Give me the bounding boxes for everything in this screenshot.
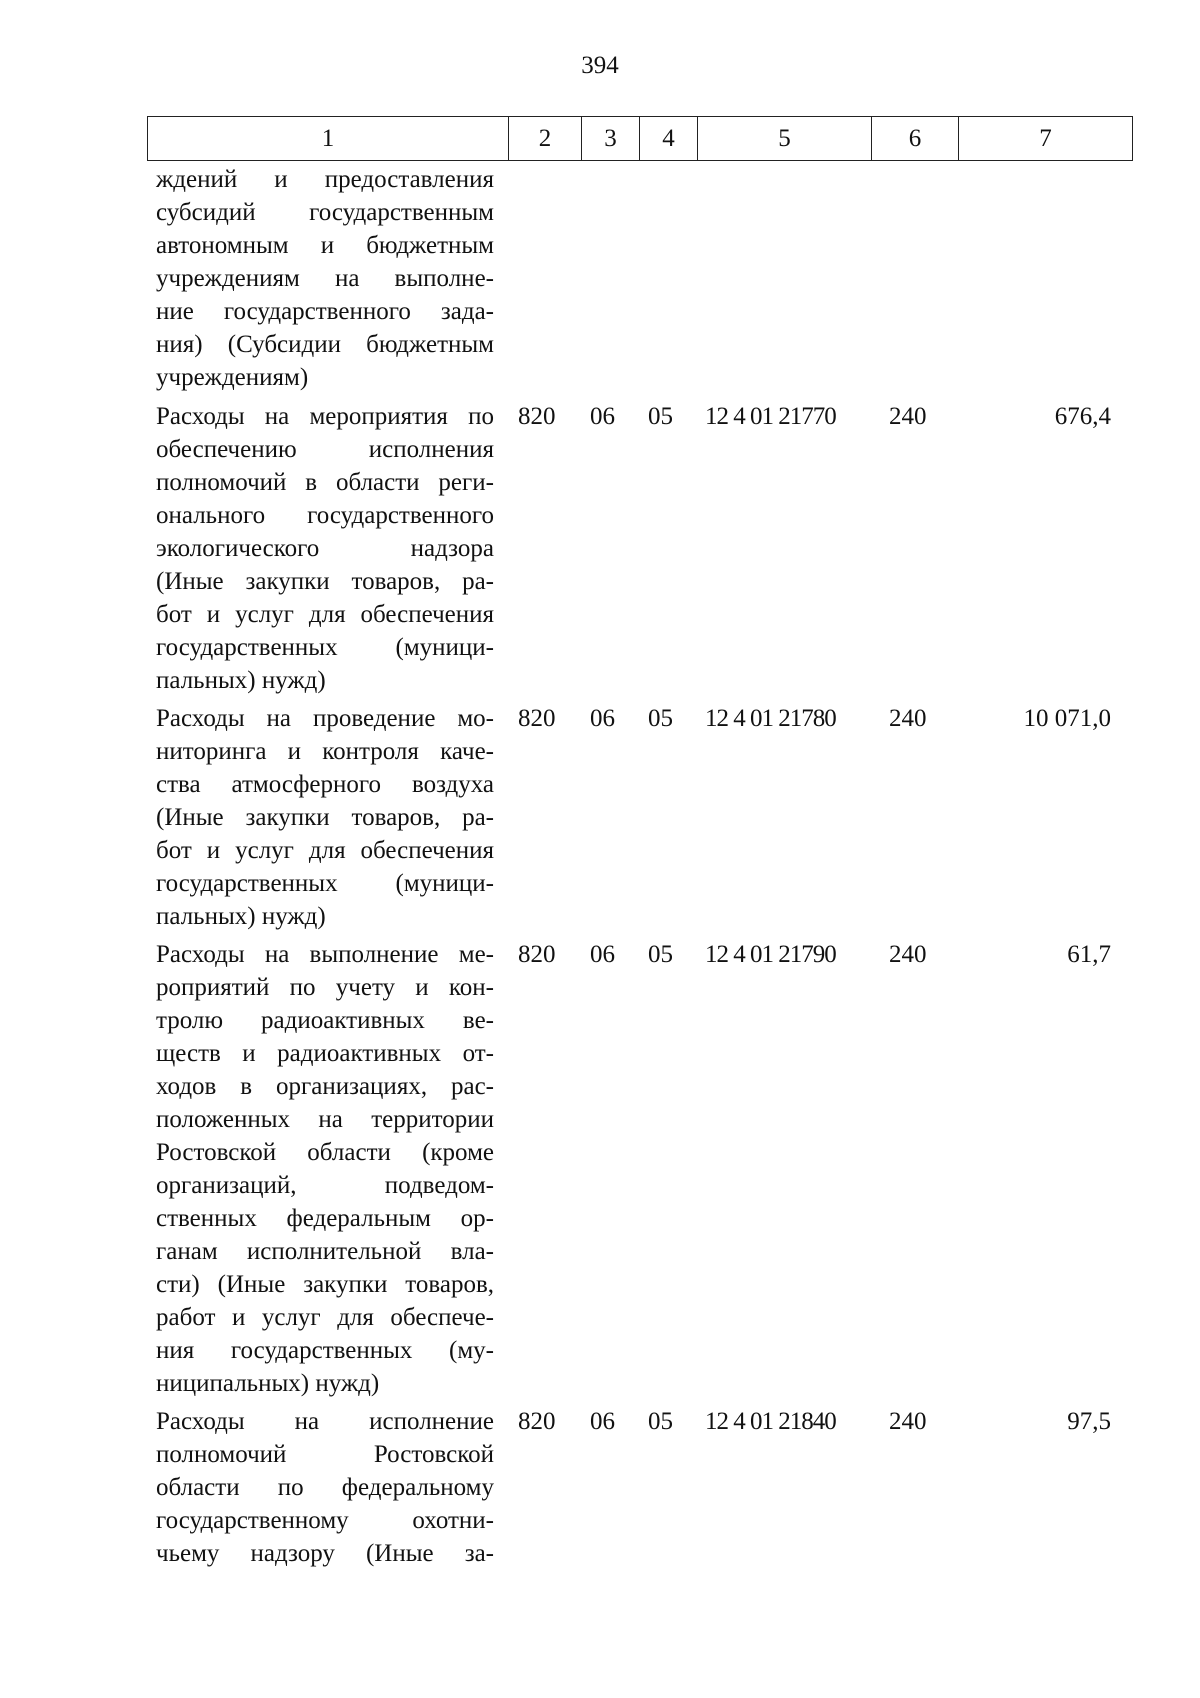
header-col-4: 4 xyxy=(640,117,698,161)
desc-line: ждений и предоставления xyxy=(156,166,494,193)
desc-line: ниторинга и контроля каче- xyxy=(156,738,494,765)
cell-expense-type: 240 xyxy=(889,705,927,732)
desc-line: полномочий Ростовской xyxy=(156,1441,494,1468)
cell-section: 06 xyxy=(590,941,615,968)
desc-line: бот и услуг для обеспечения xyxy=(156,601,494,628)
table-row xyxy=(0,1405,1200,1570)
desc-line: Расходы на мероприятия по xyxy=(156,403,494,430)
cell-ministry: 820 xyxy=(518,705,556,732)
desc-line: ства атмосферного воздуха xyxy=(156,771,494,798)
table-body xyxy=(0,163,1200,1575)
desc-line: организаций, подведом- xyxy=(156,1172,494,1199)
table-row xyxy=(0,702,1200,933)
row-description xyxy=(156,163,494,394)
desc-line: онального государственного xyxy=(156,502,494,529)
desc-line: тролю радиоактивных ве- xyxy=(156,1007,494,1034)
desc-line: Ростовской области (кроме xyxy=(156,1139,494,1166)
desc-line: обеспечению исполнения xyxy=(156,436,494,463)
desc-line: полномочий в области реги- xyxy=(156,469,494,496)
cell-section: 06 xyxy=(590,403,615,430)
cell-amount: 61,7 xyxy=(1067,941,1111,968)
cell-section: 06 xyxy=(590,705,615,732)
cell-amount: 97,5 xyxy=(1067,1408,1111,1435)
cell-target-article: 12 4 01 21780 xyxy=(705,705,836,732)
row-description xyxy=(156,400,494,697)
desc-line: учреждениям на выполне- xyxy=(156,265,494,292)
desc-line: государственных (муници- xyxy=(156,634,494,661)
cell-section: 06 xyxy=(590,1408,615,1435)
row-description xyxy=(156,702,494,933)
desc-line: положенных на территории xyxy=(156,1106,494,1133)
header-col-3: 3 xyxy=(582,117,640,161)
cell-ministry: 820 xyxy=(518,1408,556,1435)
cell-subsection: 05 xyxy=(648,1408,673,1435)
header-row xyxy=(148,117,1133,161)
desc-line: государственному охотни- xyxy=(156,1507,494,1534)
cell-subsection: 05 xyxy=(648,941,673,968)
desc-line: (Иные закупки товаров, ра- xyxy=(156,568,494,595)
desc-line: роприятий по учету и кон- xyxy=(156,974,494,1001)
desc-line: пальных) нужд) xyxy=(156,667,326,694)
desc-line: учреждениям) xyxy=(156,364,309,391)
desc-line: Расходы на выполнение ме- xyxy=(156,941,494,968)
desc-line: государственных (муници- xyxy=(156,870,494,897)
cell-target-article: 12 4 01 21790 xyxy=(705,941,836,968)
desc-line: ходов в организациях, рас- xyxy=(156,1073,494,1100)
cell-ministry: 820 xyxy=(518,941,556,968)
desc-line: (Иные закупки товаров, ра- xyxy=(156,804,494,831)
header-col-1: 1 xyxy=(148,117,509,161)
desc-line: ниципальных) нужд) xyxy=(156,1370,380,1397)
cell-subsection: 05 xyxy=(648,403,673,430)
desc-line: ганам исполнительной вла- xyxy=(156,1238,494,1265)
desc-line: экологического надзора xyxy=(156,535,494,562)
desc-line: субсидий государственным xyxy=(156,199,494,226)
row-description xyxy=(156,938,494,1400)
cell-expense-type: 240 xyxy=(889,403,927,430)
cell-amount: 10 071,0 xyxy=(1023,705,1111,732)
header-col-5: 5 xyxy=(698,117,872,161)
cell-expense-type: 240 xyxy=(889,941,927,968)
cell-target-article: 12 4 01 21840 xyxy=(705,1408,836,1435)
cell-target-article: 12 4 01 21770 xyxy=(705,403,836,430)
desc-line: ществ и радиоактивных от- xyxy=(156,1040,494,1067)
cell-ministry: 820 xyxy=(518,403,556,430)
cell-amount: 676,4 xyxy=(1054,403,1111,430)
desc-line: чьему надзору (Иные за- xyxy=(156,1540,494,1567)
table-header xyxy=(147,116,1133,161)
header-col-7: 7 xyxy=(959,117,1133,161)
desc-line: сти) (Иные закупки товаров, xyxy=(156,1271,494,1298)
page-number: 394 xyxy=(581,52,619,79)
desc-line: работ и услуг для обеспече- xyxy=(156,1304,494,1331)
row-description xyxy=(156,1405,494,1570)
header-col-2: 2 xyxy=(509,117,582,161)
cell-subsection: 05 xyxy=(648,705,673,732)
cell-expense-type: 240 xyxy=(889,1408,927,1435)
desc-line: Расходы на исполнение xyxy=(156,1408,494,1435)
desc-line: Расходы на проведение мо- xyxy=(156,705,494,732)
table-row-continuation xyxy=(0,163,1200,394)
desc-line: пальных) нужд) xyxy=(156,903,326,930)
desc-line: области по федеральному xyxy=(156,1474,494,1501)
table-row xyxy=(0,400,1200,697)
desc-line: ния государственных (му- xyxy=(156,1337,494,1364)
desc-line: автономным и бюджетным xyxy=(156,232,494,259)
desc-line: ние государственного зада- xyxy=(156,298,494,325)
desc-line: ственных федеральным ор- xyxy=(156,1205,494,1232)
table-row xyxy=(0,938,1200,1400)
header-col-6: 6 xyxy=(872,117,959,161)
desc-line: бот и услуг для обеспечения xyxy=(156,837,494,864)
desc-line: ния) (Субсидии бюджетным xyxy=(156,331,494,358)
